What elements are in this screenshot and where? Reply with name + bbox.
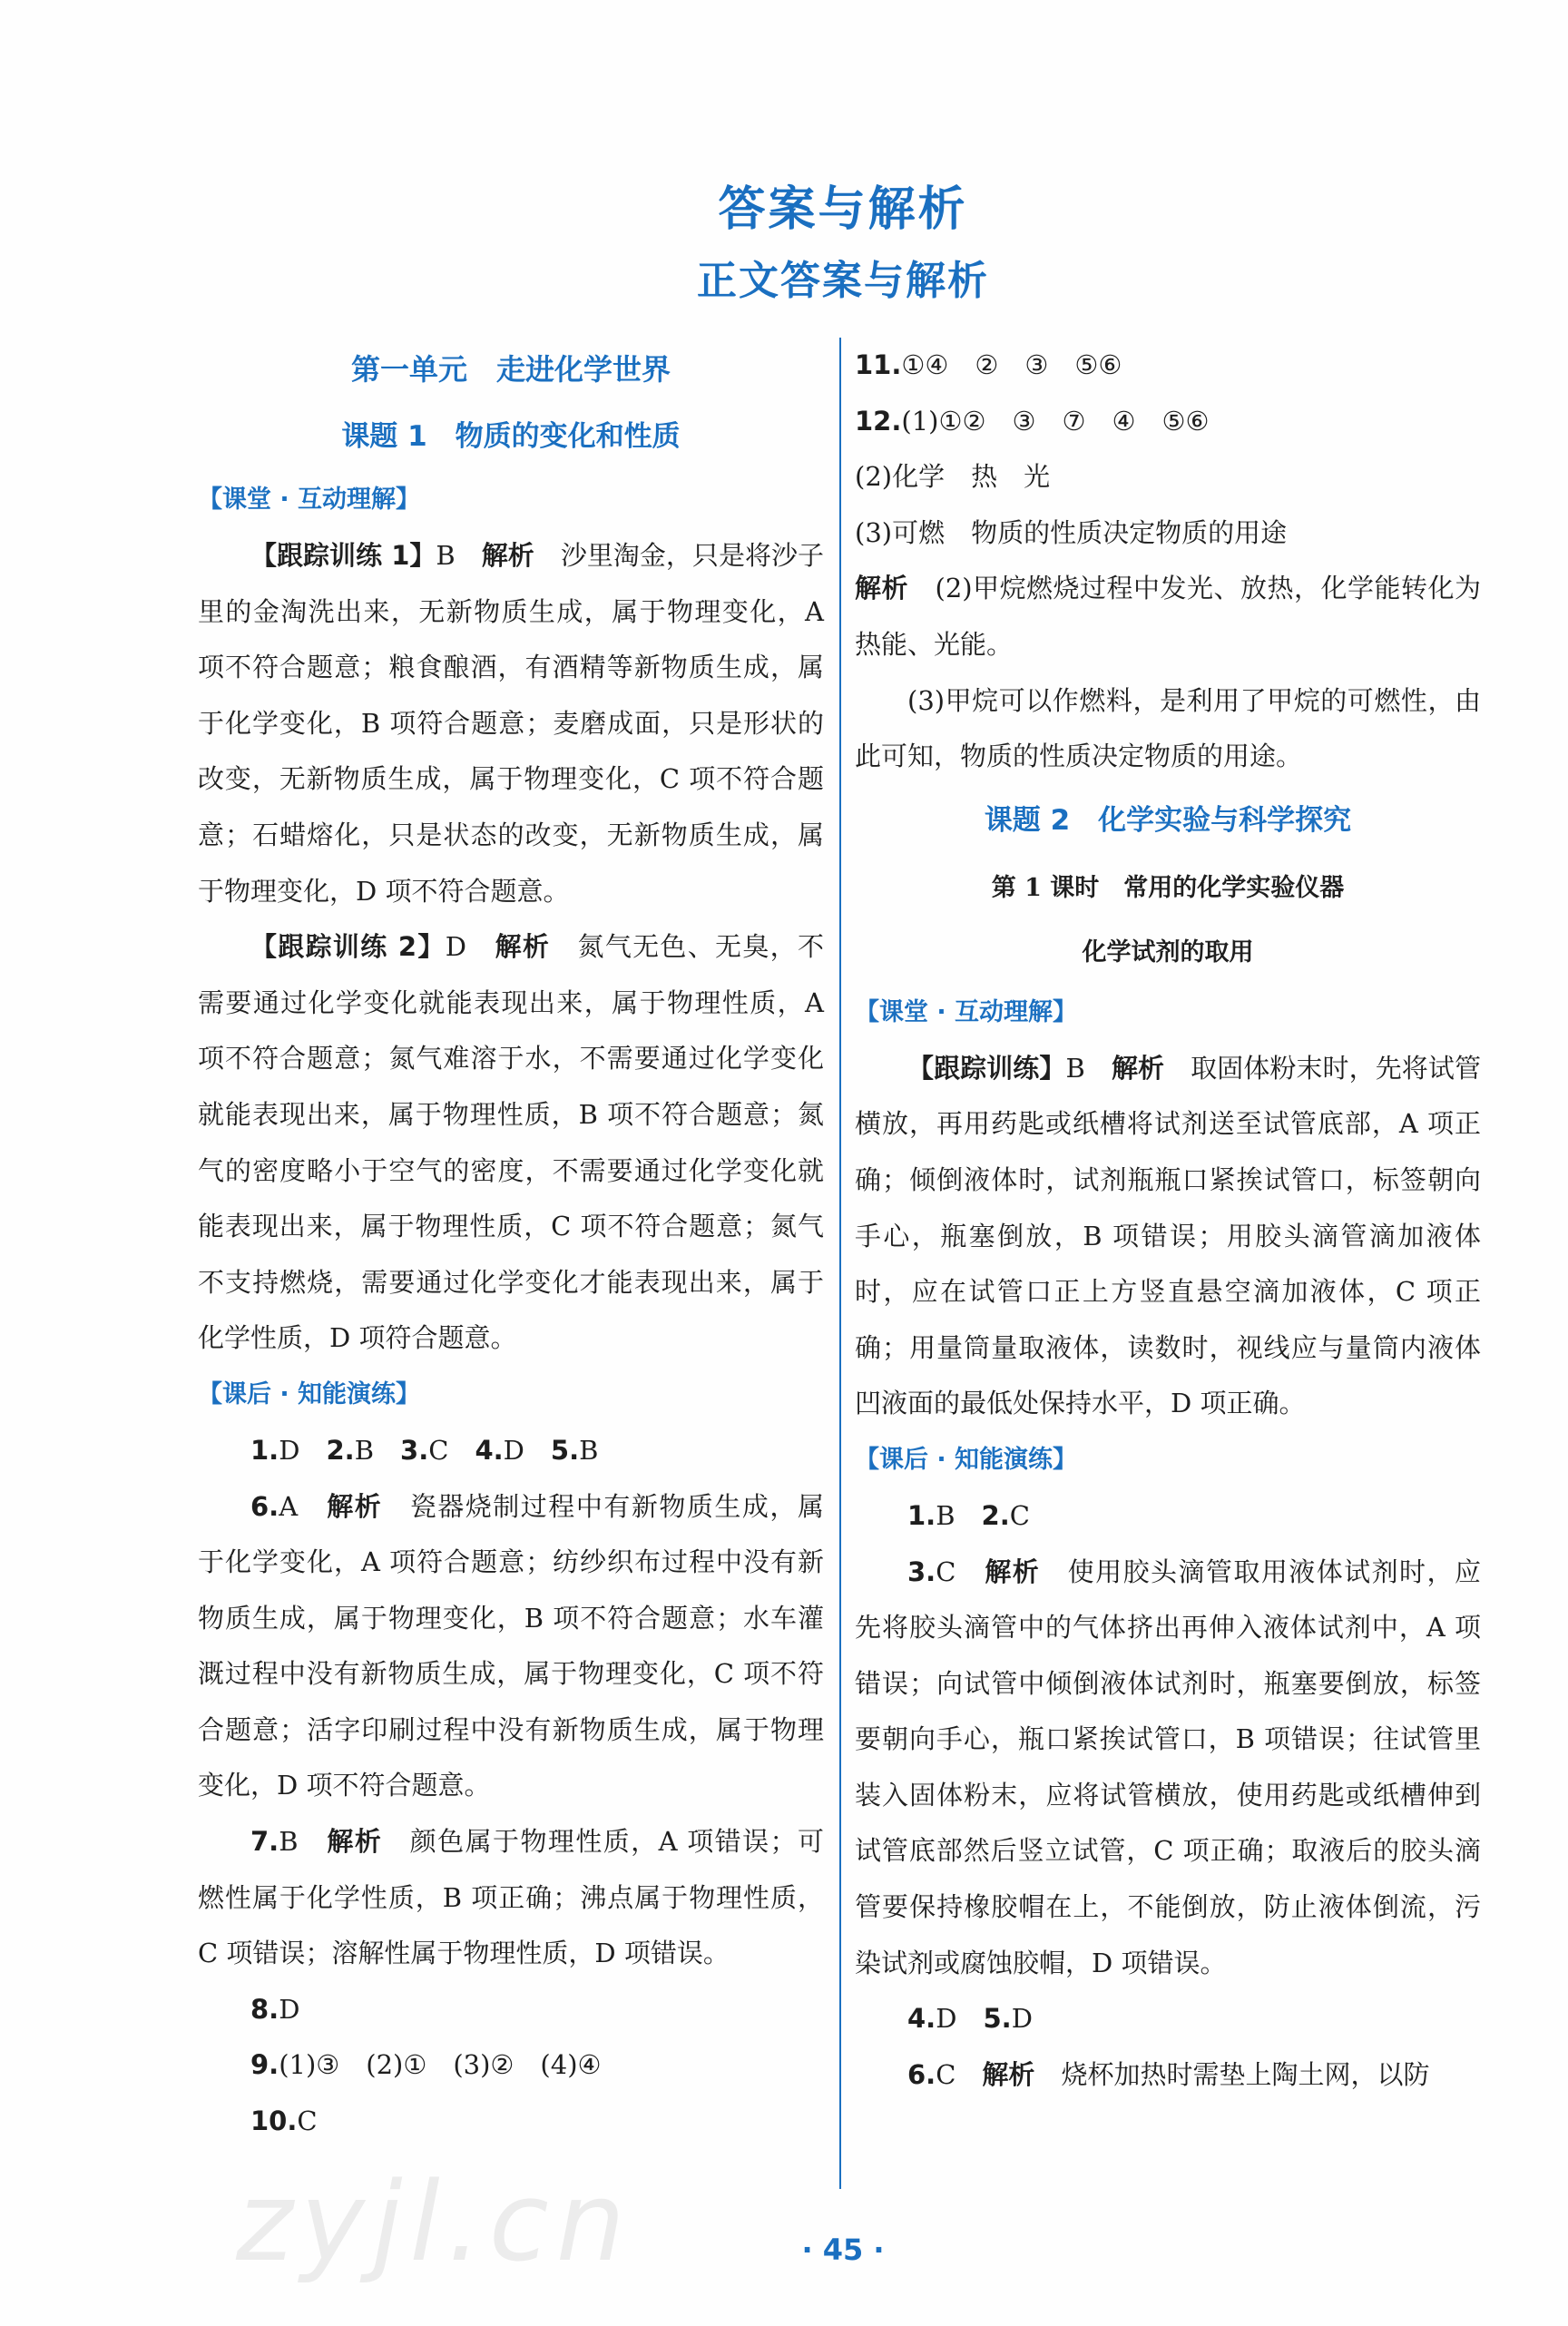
track-exercise-2 (198, 919, 824, 1367)
question-number: 5. (983, 2003, 1012, 2035)
question-number: 9. (250, 2049, 279, 2081)
analysis-tag: 解析 (985, 1556, 1041, 1587)
question-7-left (198, 1814, 824, 1982)
answer-letter: B (354, 1434, 374, 1466)
question-3-right (855, 1545, 1481, 1992)
question-number: 6. (907, 2058, 936, 2090)
analysis-tag: 解析 (1111, 1052, 1165, 1084)
answer-line: (2)化学 热 光 (855, 461, 1051, 493)
answer-text: (1)①② ③ ⑦ ④ ⑤⑥ (901, 405, 1210, 437)
question-number: 11. (855, 349, 902, 380)
analysis-paragraph (855, 561, 1481, 672)
analysis-tag: 解析 (327, 1490, 383, 1522)
question-number: 6. (250, 1490, 279, 1522)
answer-letter: A (279, 1490, 299, 1522)
question-number: 8. (250, 1993, 279, 2025)
answer-letter: C (936, 2058, 956, 2090)
analysis-text: 沙里淘金，只是将沙子里的金淘洗出来，无新物质生成，属于物理变化，A 项不符合题意；粮食酿酒，有酒精等新物质生成，属于化学变化，B 项符合题意；麦磨成面，只是形状的改变，无新物质生成，属于物理变化，C 项不符合题意；石蜡熔化，只是状态的改变，无新物质生成，属于物理变化，D 项不符合题意。 (198, 540, 824, 907)
section-heading-after: 【课后 · 知能演练】 (198, 1379, 421, 1408)
answer-letter: C (297, 2105, 318, 2137)
analysis-tag: 解析 (481, 540, 534, 571)
question-8-left (198, 1982, 824, 2038)
answer-letter: D (1011, 2003, 1033, 2035)
question-number: 1. (250, 1434, 279, 1466)
page-title: 答案与解析 (718, 182, 968, 237)
question-number: 1. (907, 1499, 936, 1531)
question-number: 12. (855, 405, 902, 437)
question-6-right (855, 2047, 1481, 2104)
section-heading-class: 【课堂 · 互动理解】 (198, 486, 421, 514)
period-subheading: 化学试剂的取用 (1082, 937, 1254, 967)
analysis-text: (2)甲烷燃烧过程中发光、放热，化学能转化为热能、光能。 (855, 573, 1481, 660)
question-number: 3. (400, 1434, 429, 1466)
track-label: 【跟踪训练 1】 (250, 540, 436, 571)
unit-heading: 第一单元 走进化学世界 (350, 352, 671, 387)
page-number: · 45 · (801, 2233, 885, 2267)
track-label: 【跟踪训练 2】 (250, 931, 446, 963)
answer-letter: D (445, 931, 466, 963)
period-heading: 第 1 课时 常用的化学实验仪器 (991, 873, 1345, 902)
answer-letter: D (503, 1434, 524, 1466)
answer-letter: B (436, 540, 456, 571)
question-6-left (198, 1479, 824, 1815)
answers-row (855, 1991, 1481, 2047)
question-9-left (198, 2037, 824, 2094)
answer-text: ①④ ② ③ ⑤⑥ (901, 349, 1122, 380)
question-number: 5. (550, 1434, 580, 1466)
question-number: 4. (907, 2003, 936, 2035)
analysis-text: 取固体粉末时，先将试管横放，再用药匙或纸槽将试剂送至试管底部，A 项正确；倾倒液体时，试剂瓶瓶口紧挨试管口，标签朝向手心，瓶塞倒放，B 项错误；用胶头滴管滴加液体时，应在试管口正上方竖直悬空滴加液体，C 项正确；用量筒量取液体，读数时，视线应与量筒内液体凹液面的最低处保持水平，D 项正确。 (855, 1052, 1481, 1419)
answers-row (198, 1423, 824, 1479)
analysis-tag: 解析 (495, 931, 551, 963)
question-number: 7. (250, 1826, 279, 1858)
watermark: zyjl.cn (236, 2160, 632, 2286)
answer-letter: B (279, 1826, 299, 1858)
analysis-text: 氮气无色、无臭，不需要通过化学变化就能表现出来，属于物理性质，A 项不符合题意；氮气难溶于水，不需要通过化学变化就能表现出来，属于物理性质，B 项不符合题意；氮气的密度略小于空气的密度，不需要通过化学变化就能表现出来，属于物理性质，C 项不符合题意；氮气不支持燃烧，需要通过化学变化才能表现出来，属于化学性质，D 项符合题意。 (198, 931, 824, 1354)
answer-letter: D (279, 1434, 300, 1466)
right-column (855, 338, 1481, 2103)
question-number: 4. (475, 1434, 504, 1466)
analysis-text: 颜色属于物理性质，A 项错误；可燃性属于化学性质，B 项正确；沸点属于物理性质，C 项错误；溶解性属于物理性质，D 项错误。 (198, 1826, 824, 1969)
answer-letter: C (428, 1434, 449, 1466)
lesson-heading: 课题 1 物质的变化和性质 (341, 420, 681, 453)
analysis-paragraph: (3)甲烷可以作燃料，是利用了甲烷的可燃性，由此可知，物质的性质决定物质的用途。 (855, 684, 1481, 772)
answer-letter: D (279, 1993, 300, 2025)
answer-letter: B (579, 1434, 599, 1466)
answers-row (855, 1488, 1481, 1545)
answer-letter: B (936, 1499, 956, 1531)
answer-line: (3)可燃 物质的性质决定物质的用途 (855, 516, 1288, 548)
page-subtitle: 正文答案与解析 (697, 258, 989, 304)
answer-text: (1)③ (2)① (3)② (4)④ (279, 2049, 602, 2081)
question-11-right (855, 338, 1481, 394)
answer-letter: B (1065, 1052, 1085, 1084)
analysis-tag: 解析 (982, 2058, 1035, 2090)
section-heading-after: 【课后 · 知能演练】 (855, 1445, 1078, 1474)
question-number: 3. (907, 1556, 936, 1587)
question-number: 10. (250, 2105, 298, 2137)
section-heading-class: 【课堂 · 互动理解】 (855, 997, 1078, 1026)
answer-letter: C (1009, 1499, 1030, 1531)
question-number: 2. (326, 1434, 355, 1466)
analysis-tag: 解析 (327, 1826, 383, 1858)
answer-letter: D (936, 2003, 957, 2035)
track-exercise (855, 1041, 1481, 1432)
analysis-text: 瓷器烧制过程中有新物质生成，属于化学变化，A 项符合题意；纺纱织布过程中没有新物质生成，属于物理变化，B 项不符合题意；水车灌溉过程中没有新物质生成，属于物理变化，C 项不符合题意；活字印刷过程中没有新物质生成，属于物理变化，D 项不符合题意。 (198, 1490, 824, 1801)
lesson-heading: 课题 2 化学实验与科学探究 (984, 803, 1352, 837)
track-exercise-1 (198, 528, 824, 919)
column-divider (839, 338, 841, 2189)
question-12-right (855, 394, 1481, 450)
analysis-tag: 解析 (855, 573, 908, 604)
analysis-text: 烧杯加热时需垫上陶土网，以防 (1061, 2058, 1430, 2090)
answer-letter: C (936, 1556, 956, 1587)
analysis-text: 使用胶头滴管取用液体试剂时，应先将胶头滴管中的气体挤出再伸入液体试剂中，A 项错误；向试管中倾倒液体试剂时，瓶塞要倒放，标签要朝向手心，瓶口紧挨试管口，B 项错误；往试管里装入固体粉末，应将试管横放，使用药匙或纸槽伸到试管底部然后竖立试管，C 项正确；取液后的胶头滴管要保持橡胶帽在上，不能倒放，防止液体倒流，污染试剂或腐蚀胶帽，D 项错误。 (855, 1556, 1481, 1978)
left-column (198, 338, 824, 2150)
question-number: 2. (981, 1499, 1010, 1531)
track-label: 【跟踪训练】 (907, 1052, 1066, 1084)
question-10-left (198, 2094, 824, 2150)
